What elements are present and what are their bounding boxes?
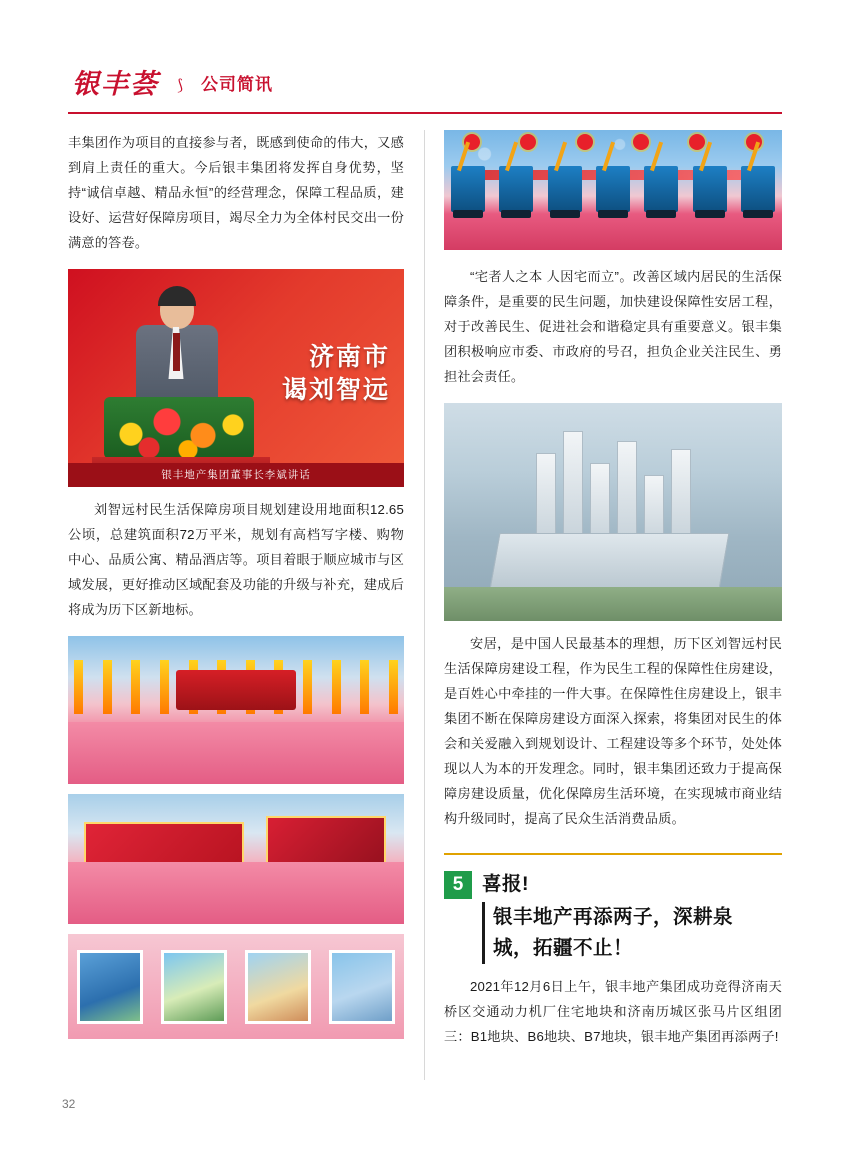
spacer: [444, 621, 782, 631]
headline-subtitle-line-2: 城，拓疆不止！: [493, 937, 634, 959]
figure-banner-line-2: 谒刘智远: [281, 376, 390, 404]
project-board: [329, 950, 395, 1024]
speaker-tie: [173, 333, 180, 371]
flag: [303, 660, 312, 714]
figure-project-boards: [68, 934, 404, 1039]
headline-number-badge: 5: [444, 871, 472, 899]
construction-machine: [644, 166, 678, 212]
construction-machine: [499, 166, 533, 212]
green-plaza: [444, 587, 782, 621]
construction-machine: [596, 166, 630, 212]
brand-logo-mark-icon: ⟆: [177, 76, 183, 94]
figure-groundbreaking-machines: [444, 130, 782, 250]
construction-machine: [548, 166, 582, 212]
flag: [360, 660, 369, 714]
spacer: [444, 964, 782, 974]
balloon: [520, 134, 536, 150]
ceremony-stage: [176, 670, 296, 710]
project-board: [245, 950, 311, 1024]
brand-logo-text: 银丰荟: [72, 69, 159, 100]
construction-machine: [451, 166, 485, 212]
ceremony-ground: [68, 862, 404, 924]
speaker-illustration: [128, 289, 224, 414]
flag: [332, 660, 341, 714]
balloon: [689, 134, 705, 150]
flag: [131, 660, 140, 714]
construction-machine: [741, 166, 775, 212]
tower-cluster: [444, 429, 782, 549]
project-board: [77, 950, 143, 1024]
page-number: 32: [62, 1097, 76, 1111]
project-board: [161, 950, 227, 1024]
figure-caption: 银丰地产集团董事长李斌讲话: [68, 463, 404, 487]
figure-chairman-speech: [68, 269, 404, 487]
commercial-podium: [489, 533, 730, 595]
tower: [563, 431, 583, 549]
left-paragraph-2: 刘智远村民生活保障房项目规划建设用地面积12.65公顷，总建筑面积72万平米，规划有高档写字楼、购物中心、品质公寓、精品酒店等。项目着眼于顺应城市与区域发展，更好推动区域配套及功能的升级与补充，建成后将成为历下区新地标。: [68, 502, 404, 617]
spacer: [68, 255, 404, 269]
figure-banner-text: [282, 341, 390, 407]
spacer: [68, 487, 404, 497]
spacer: [444, 389, 782, 403]
figure-banner-line-1: 济南市: [308, 343, 390, 371]
headline-divider: [444, 853, 782, 855]
right-paragraph-2: 安居，是中国人民最基本的理想，历下区刘智远村民生活保障房建设工程，作为民生工程的保障性住房建设，是百姓心中牵挂的一件大事。在保障性住房建设上，银丰集团不断在保障房建设方面深入探索，将集团对民生的体会和关爱融入到规划设计、工程建设等多个环节，处处体现以人为本的开发理念。同时，银丰集团还致力于提高保障房建设质量，优化保障房生活环境，在实现城市商业结构升级同时，提高了民众生活消费品质。: [444, 636, 782, 826]
machine-row: [444, 152, 782, 212]
spacer: [444, 250, 782, 264]
headline-texts: [482, 869, 733, 964]
flag: [389, 660, 398, 714]
right-column: [444, 130, 782, 1049]
spacer: [444, 831, 782, 853]
left-column: [68, 130, 404, 1039]
spacer: [68, 784, 404, 794]
headline-subtitle-line-1: 银丰地产再添两子，深耕泉: [493, 906, 734, 928]
figure-ceremony-wide: [68, 636, 404, 784]
section-title: 公司简讯: [201, 75, 273, 94]
flower-arrangement: [104, 397, 254, 459]
spacer: [68, 622, 404, 636]
header-divider: [68, 112, 782, 114]
headline-title: 喜报!: [482, 873, 529, 895]
flag: [103, 660, 112, 714]
right-paragraph-1: “宅者人之本 人因宅而立”。改善区域内居民的生活保障条件，是重要的民生问题，加快建设保障性安居工程，对于改善民生、促进社会和谐稳定具有重要意义。银丰集团积极响应市委、市政府的号召，担负企业关注民生、勇担社会责任。: [444, 269, 782, 384]
balloon: [577, 134, 593, 150]
balloon: [633, 134, 649, 150]
headline-subtitle: [482, 902, 733, 964]
ceremony-ground: [68, 722, 404, 784]
construction-machine: [693, 166, 727, 212]
column-divider: [424, 130, 425, 1080]
left-paragraph-1: 丰集团作为项目的直接参与者，既感到使命的伟大，又感到肩上责任的重大。今后银丰集团将发挥自身优势，坚持“诚信卓越、精品永恒”的经营理念，保障工程品质，建设好、运营好保障房项目，竭尽全力为全体村民交出一份满意的答卷。: [68, 135, 404, 250]
flag: [160, 660, 169, 714]
headline-block: [444, 869, 782, 964]
flag: [74, 660, 83, 714]
right-paragraph-3: 2021年12月6日上午，银丰地产集团成功竞得济南天桥区交通动力机厂住宅地块和济南历城区张马片区组团三：B1地块、B6地块、B7地块，银丰地产集团再添两子!: [444, 979, 782, 1044]
spacer: [68, 924, 404, 934]
page-header: [68, 62, 782, 114]
figure-ceremony-close: [68, 794, 404, 924]
figure-aerial-rendering: [444, 403, 782, 621]
speaker-hair: [158, 286, 196, 306]
